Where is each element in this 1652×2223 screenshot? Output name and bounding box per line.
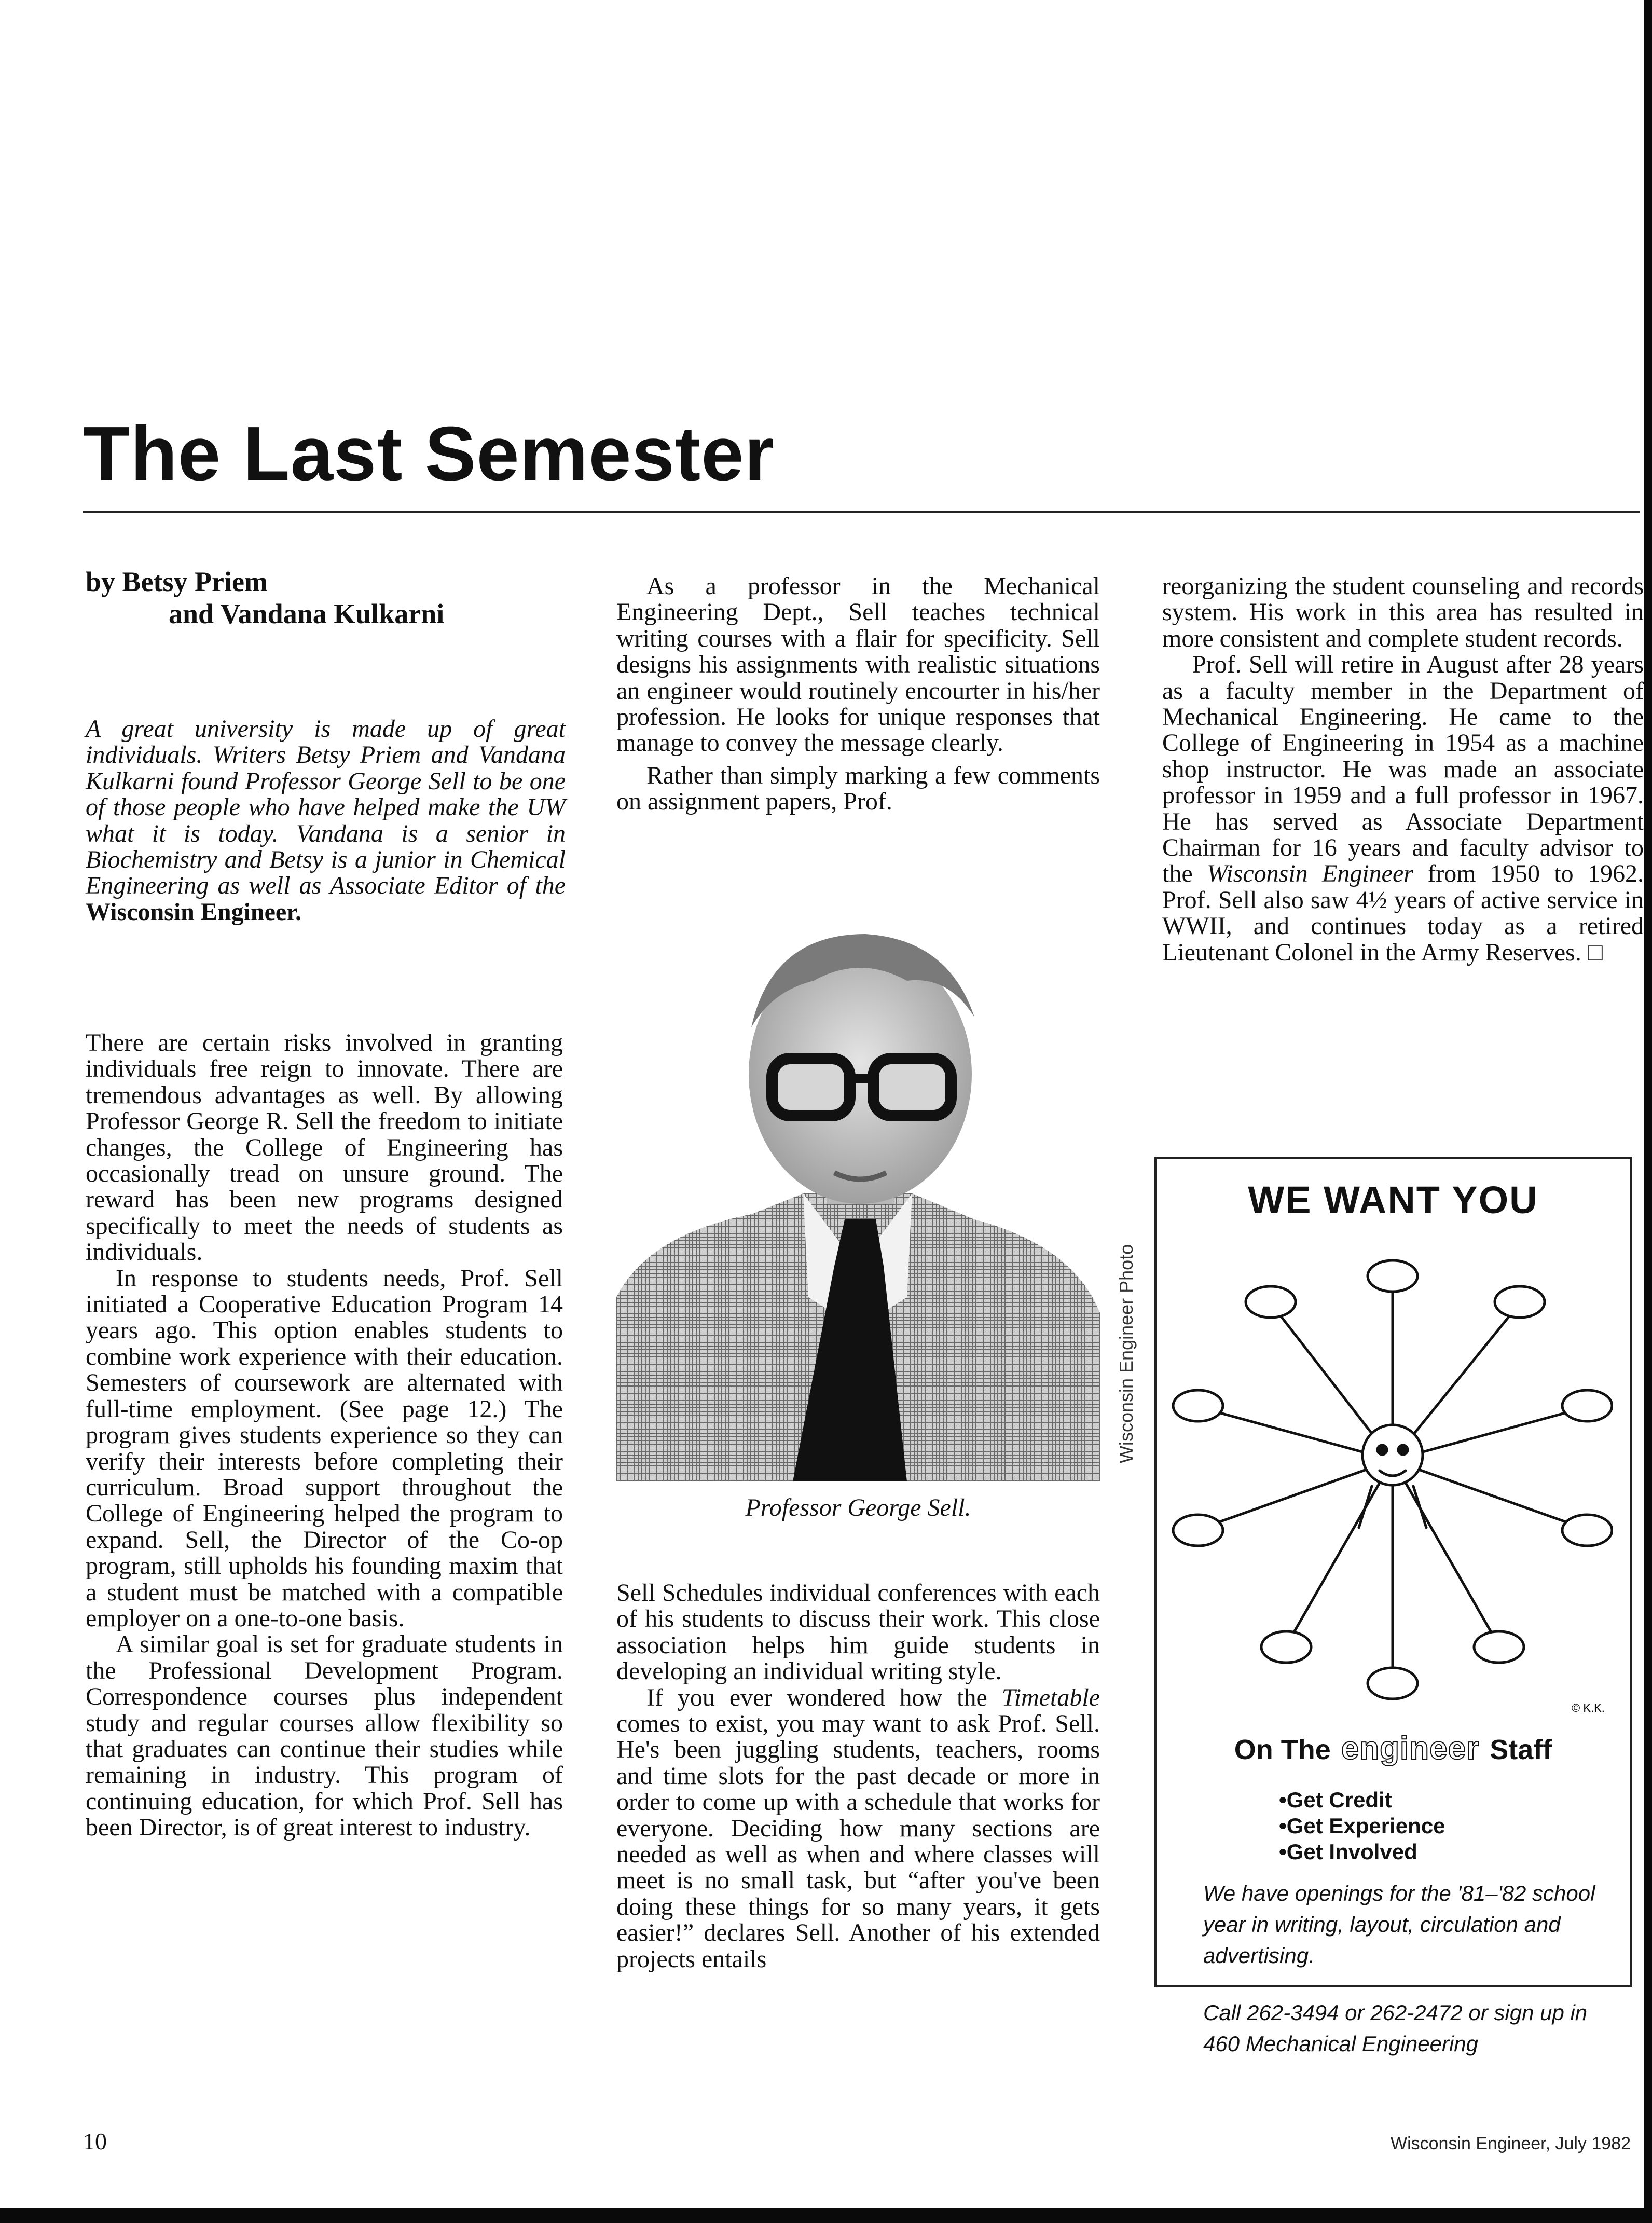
scan-edge-right	[1644, 0, 1652, 2223]
title-rule	[83, 511, 1640, 513]
pointing-hands-illustration	[1172, 1237, 1613, 1720]
photo-credit: Wisconsin Engineer Photo	[1116, 1244, 1137, 1463]
article-column-1	[86, 1030, 563, 1841]
ad-benefit: • Get Involved	[1279, 1839, 1446, 1865]
text-run: Prof. Sell will retire in August after 28 years as a faculty member in the Department of Mechanical Engineering. He came to the College of Engineering in 1954 as a machine shop instructor. He was made an associate professor in 1959 and a full professor in 1967. He has served as Associate Department Chairman for 16 years and faculty advisor to the	[1162, 651, 1644, 888]
ad-title: WE WANT YOU	[1248, 1178, 1538, 1222]
article-column-3	[1162, 573, 1644, 966]
scan-edge-bottom	[0, 2208, 1652, 2223]
col1-paragraph: In response to students needs, Prof. Sell initiated a Cooperative Education Program 14 years ago. This option enables students to combine work experience with their education. Semesters of coursework are alternated with full-time employment. (See page 12.) The program gives students experience so they can verify their interests before completing their curriculum. Broad support throughout the College of Engineering helped the program to expand. Sell, the Director of the Co-op program, still upholds his founding maxim that a student must be matched with a compatible employer on a one-to-one basis.	[86, 1264, 563, 1632]
text-run: If you ever wondered how the	[646, 1683, 1002, 1711]
article-title: The Last Semester	[83, 411, 775, 497]
byline	[86, 566, 444, 630]
article-column-2-bottom	[616, 1580, 1100, 1972]
text-run: comes to exist, you may want to ask Prof. Sell. He's been juggling students, teachers, rooms and time slots for the past decade or more in order to come up with a schedule that works for everyone. Deciding how many sections are needed as well as when and where classes will meet is no small task, but “after you've been doing these things for so many years, it gets easier!” declares Sell. Another of his extended projects entails	[616, 1710, 1100, 1973]
col2-paragraph: As a professor in the Mechanical Engineering Dept., Sell teaches technical writing courses with a flair for specificity. Sell designs his assignments with realistic situations an engineer would routinely encourter in his/her profession. He looks for unique responses that manage to convey the message clearly.	[616, 572, 1100, 757]
artist-mark: © K.K.	[1572, 1701, 1605, 1714]
portrait-illustration	[616, 903, 1100, 1481]
ad-benefit: • Get Experience	[1279, 1813, 1446, 1839]
col2-paragraph: Sell Schedules individual conferences with each of his students to discuss their work. This close association helps him guide students in developing an individual writing style.	[616, 1579, 1100, 1685]
ad-benefits-list	[1279, 1787, 1446, 1865]
col3-paragraph	[1162, 652, 1644, 966]
intro-publication: Wisconsin Engineer.	[86, 898, 302, 926]
ad-benefit: • Get Credit	[1279, 1787, 1446, 1813]
text-run: from 1950 to 1962. Prof. Sell also saw 4½ years of active service in WWII, and continues today as a retired Lieutenant Colonel in the Army Reserves. □	[1162, 860, 1644, 966]
ad-staff-before: On The	[1234, 1734, 1331, 1765]
col2-paragraph	[616, 1685, 1100, 1972]
ad-openings: We have openings for the '81–'82 school year in writing, layout, circulation and advertising.	[1203, 1881, 1595, 1968]
col1-paragraph: A similar goal is set for graduate students in the Professional Development Program. Correspondence courses plus independent study and regular courses allow flexibility so that graduates can continue their studies while remaining in industry. This program of continuing education, for which Prof. Sell has been Director, is of great interest to industry.	[86, 1630, 563, 1842]
ad-staff-after: Staff	[1490, 1734, 1552, 1765]
article-intro	[86, 716, 566, 925]
byline-line-1: by Betsy Priem	[86, 566, 268, 597]
byline-line-2: and Vandana Kulkarni	[169, 598, 445, 629]
intro-text: A great university is made up of great individuals. Writers Betsy Priem and Vandana Kulkarni found Professor George Sell to be one of those people who have helped make the UW what it is today. Vandana is a senior in Biochemistry and Betsy is a junior in Chemical Engineering as well as Associate Editor of the	[86, 715, 566, 900]
recruitment-ad	[1154, 1157, 1632, 2056]
article-column-2-top	[616, 573, 1100, 815]
col2-paragraph: Rather than simply marking a few comments on assignment papers, Prof.	[616, 761, 1100, 816]
page-number: 10	[83, 2128, 107, 2155]
col3-paragraph: reorganizing the student counseling and records system. His work in this area has resulted in more consistent and complete student records.	[1162, 572, 1644, 652]
publication-footer: Wisconsin Engineer, July 1982	[1391, 2134, 1631, 2153]
timetable-title: Timetable	[1001, 1683, 1100, 1711]
ad-staff-line	[1157, 1730, 1630, 1767]
ad-contact: Call 262-3494 or 262-2472 or sign up in 460 Mechanical Engineering	[1203, 2000, 1588, 2056]
engineer-logo: engineer	[1341, 1731, 1480, 1766]
professor-photo	[616, 903, 1100, 1481]
publication-name: Wisconsin Engineer	[1207, 860, 1413, 888]
photo-caption: Professor George Sell.	[745, 1494, 971, 1521]
col1-paragraph: There are certain risks involved in granting individuals free reign to innovate. There are tremendous advantages as well. By allowing Professor George R. Sell the freedom to initiate changes, the College of Engineering has occasionally tread on unsure ground. The reward has been new programs designed specifically to meet the needs of students as individuals.	[86, 1029, 563, 1266]
